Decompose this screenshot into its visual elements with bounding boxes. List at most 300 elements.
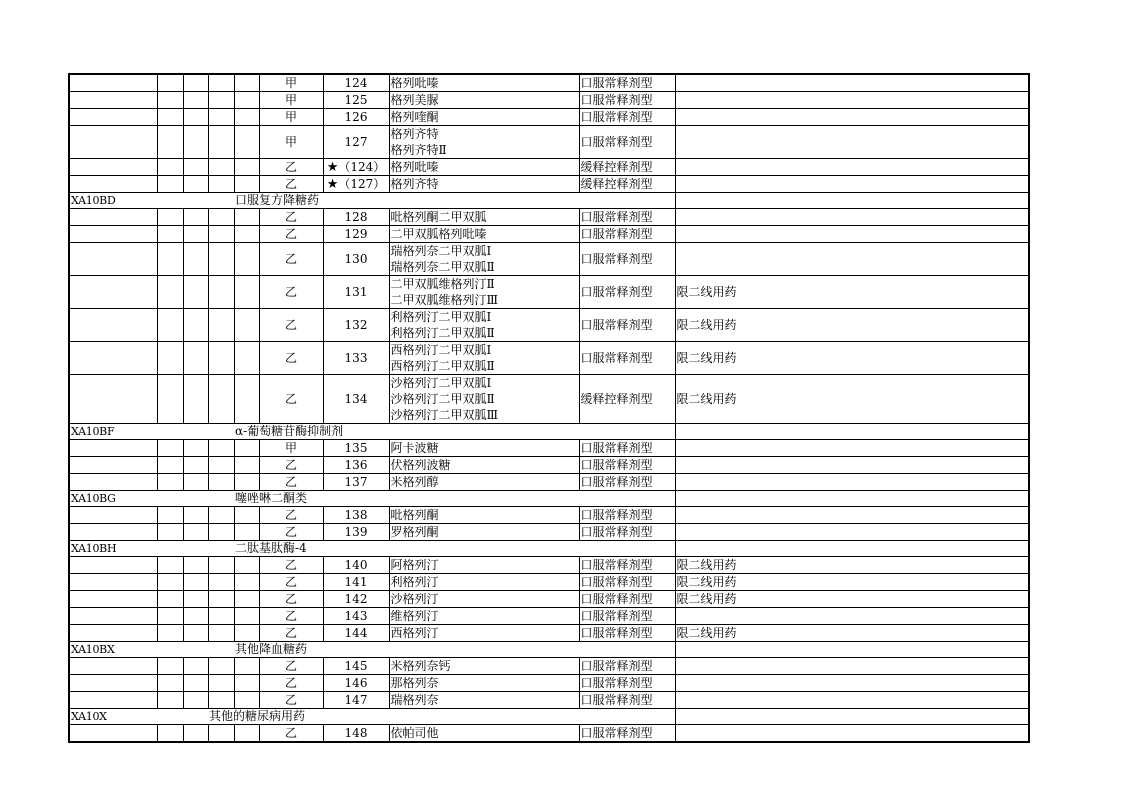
drug-name: 西格列汀二甲双胍Ⅰ (390, 343, 492, 357)
grade-cell: 乙 (259, 209, 323, 226)
empty-cell (157, 541, 183, 557)
empty-cell (69, 675, 157, 692)
empty-cell (183, 375, 208, 424)
number-value: 132 (344, 317, 368, 332)
empty-cell (579, 541, 675, 557)
empty-cell (157, 176, 183, 193)
empty-cell (69, 92, 157, 109)
category-code: XA10BG (69, 491, 157, 507)
number-value: （127） (338, 176, 386, 191)
category-label: 二肽基肽酶-4 (234, 541, 579, 557)
dosage-form-cell: 口服常释剂型 (579, 92, 675, 109)
category-code: XA10BH (69, 541, 157, 557)
dosage-form-cell: 口服常释剂型 (579, 608, 675, 625)
table-row (69, 507, 1029, 524)
remark-cell (675, 92, 1029, 109)
number-cell (323, 176, 389, 193)
table-row (69, 109, 1029, 126)
dosage-form-cell: 口服常释剂型 (579, 474, 675, 491)
drug-name: 瑞格列奈二甲双胍Ⅰ (390, 244, 492, 258)
table-row (69, 675, 1029, 692)
drug-name: 沙格列汀二甲双胍Ⅱ (390, 392, 495, 406)
empty-cell (157, 226, 183, 243)
empty-cell (157, 692, 183, 709)
empty-cell (157, 608, 183, 625)
drug-name: 格列吡嗪 (390, 160, 439, 174)
empty-cell (234, 309, 259, 342)
empty-cell (69, 474, 157, 491)
empty-cell (183, 642, 208, 658)
empty-cell (183, 342, 208, 375)
drug-name: 格列吡嗪 (390, 76, 439, 90)
category-code: XA10X (69, 709, 157, 725)
drug-name-cell (389, 276, 579, 309)
number-value: 146 (344, 675, 368, 690)
empty-cell (234, 276, 259, 309)
empty-cell (234, 92, 259, 109)
number-cell (323, 692, 389, 709)
table-row (69, 375, 1029, 424)
category-row (69, 424, 1029, 440)
remark-cell (675, 658, 1029, 675)
empty-cell (157, 92, 183, 109)
empty-cell (157, 524, 183, 541)
drug-name-cell (389, 92, 579, 109)
empty-cell (157, 591, 183, 608)
empty-cell (579, 491, 675, 507)
remark-cell (675, 608, 1029, 625)
grade-cell: 甲 (259, 440, 323, 457)
empty-cell (208, 159, 234, 176)
empty-cell (208, 524, 234, 541)
empty-cell (675, 424, 1029, 440)
empty-cell (157, 574, 183, 591)
number-value: 148 (344, 725, 368, 740)
drug-name: 阿卡波糖 (390, 441, 439, 455)
empty-cell (69, 126, 157, 159)
remark-cell: 限二线用药 (675, 342, 1029, 375)
number-value: 126 (344, 109, 368, 124)
empty-cell (183, 243, 208, 276)
empty-cell (208, 642, 234, 658)
dosage-form-cell: 口服常释剂型 (579, 524, 675, 541)
table-row (69, 126, 1029, 159)
empty-cell (157, 642, 183, 658)
grade-cell: 乙 (259, 226, 323, 243)
number-cell (323, 658, 389, 675)
dosage-form-cell: 口服常释剂型 (579, 276, 675, 309)
drug-name: 瑞格列奈 (390, 693, 439, 707)
grade-cell: 乙 (259, 159, 323, 176)
empty-cell (183, 457, 208, 474)
empty-cell (208, 625, 234, 642)
table-row (69, 474, 1029, 491)
empty-cell (183, 491, 208, 507)
drug-name-cell (389, 625, 579, 642)
number-value: 134 (344, 391, 368, 406)
empty-cell (234, 675, 259, 692)
dosage-form-cell: 缓释控释剂型 (579, 176, 675, 193)
empty-cell (157, 109, 183, 126)
number-value: 125 (344, 92, 368, 107)
empty-cell (183, 524, 208, 541)
empty-cell (157, 709, 183, 725)
number-value: 137 (344, 474, 368, 489)
empty-cell (69, 524, 157, 541)
empty-cell (69, 457, 157, 474)
empty-cell (234, 608, 259, 625)
grade-cell: 甲 (259, 92, 323, 109)
empty-cell (69, 658, 157, 675)
remark-cell (675, 109, 1029, 126)
empty-cell (69, 342, 157, 375)
empty-cell (69, 574, 157, 591)
number-cell (323, 574, 389, 591)
table-row (69, 524, 1029, 541)
table-row (69, 440, 1029, 457)
drug-name-cell (389, 457, 579, 474)
number-cell (323, 457, 389, 474)
table-row (69, 159, 1029, 176)
category-row (69, 491, 1029, 507)
table-row (69, 243, 1029, 276)
drug-name: 利格列汀 (390, 575, 439, 589)
drug-name-cell (389, 474, 579, 491)
number-value: 127 (344, 134, 368, 149)
empty-cell (579, 642, 675, 658)
grade-cell: 乙 (259, 725, 323, 743)
empty-cell (675, 642, 1029, 658)
grade-cell: 乙 (259, 507, 323, 524)
table-body (69, 74, 1029, 742)
empty-cell (234, 226, 259, 243)
dosage-form-cell: 口服常释剂型 (579, 440, 675, 457)
dosage-form-cell: 口服常释剂型 (579, 342, 675, 375)
drug-name: 利格列汀二甲双胍Ⅰ (390, 310, 492, 324)
empty-cell (69, 243, 157, 276)
category-label: α-葡萄糖苷酶抑制剂 (234, 424, 579, 440)
empty-cell (69, 440, 157, 457)
empty-cell (234, 176, 259, 193)
remark-cell (675, 243, 1029, 276)
drug-name-cell (389, 309, 579, 342)
empty-cell (183, 209, 208, 226)
drug-name: 罗格列酮 (390, 525, 439, 539)
table-row (69, 608, 1029, 625)
number-cell (323, 276, 389, 309)
table-row (69, 276, 1029, 309)
number-cell (323, 126, 389, 159)
number-cell (323, 92, 389, 109)
number-value: 142 (344, 591, 368, 606)
grade-cell: 乙 (259, 574, 323, 591)
category-row (69, 642, 1029, 658)
remark-cell: 限二线用药 (675, 276, 1029, 309)
empty-cell (208, 74, 234, 92)
drug-name: 二甲双胍维格列汀Ⅱ (390, 277, 495, 291)
category-row (69, 193, 1029, 209)
number-value: 145 (344, 658, 368, 673)
empty-cell (675, 491, 1029, 507)
empty-cell (183, 675, 208, 692)
grade-cell: 乙 (259, 176, 323, 193)
empty-cell (208, 557, 234, 574)
empty-cell (157, 193, 183, 209)
number-value: 124 (344, 75, 368, 90)
grade-cell: 乙 (259, 375, 323, 424)
empty-cell (157, 243, 183, 276)
number-cell (323, 74, 389, 92)
number-value: 143 (344, 608, 368, 623)
drug-name: 格列美脲 (390, 93, 439, 107)
remark-cell (675, 474, 1029, 491)
grade-cell: 甲 (259, 109, 323, 126)
number-value: 140 (344, 557, 368, 572)
remark-cell: 限二线用药 (675, 574, 1029, 591)
drug-name: 格列喹酮 (390, 110, 439, 124)
number-cell (323, 591, 389, 608)
empty-cell (208, 342, 234, 375)
number-cell (323, 109, 389, 126)
drug-name-cell (389, 507, 579, 524)
drug-name: 吡格列酮二甲双胍 (390, 210, 487, 224)
category-row (69, 541, 1029, 557)
grade-cell: 乙 (259, 309, 323, 342)
number-cell (323, 507, 389, 524)
number-value: 131 (344, 284, 368, 299)
empty-cell (69, 226, 157, 243)
drug-name-cell (389, 74, 579, 92)
empty-cell (208, 692, 234, 709)
grade-cell: 乙 (259, 276, 323, 309)
number-cell (323, 725, 389, 743)
remark-cell: 限二线用药 (675, 557, 1029, 574)
remark-cell (675, 159, 1029, 176)
empty-cell (69, 74, 157, 92)
drug-name: 阿格列汀 (390, 558, 439, 572)
drug-name: 伏格列波糖 (390, 458, 451, 472)
table-row (69, 74, 1029, 92)
empty-cell (183, 557, 208, 574)
dosage-form-cell: 口服常释剂型 (579, 457, 675, 474)
empty-cell (69, 591, 157, 608)
empty-cell (234, 126, 259, 159)
remark-cell: 限二线用药 (675, 375, 1029, 424)
empty-cell (234, 375, 259, 424)
remark-cell (675, 209, 1029, 226)
empty-cell (69, 309, 157, 342)
remark-cell (675, 675, 1029, 692)
drug-name: 维格列汀 (390, 609, 439, 623)
dosage-form-cell: 口服常释剂型 (579, 574, 675, 591)
empty-cell (234, 507, 259, 524)
number-cell (323, 608, 389, 625)
empty-cell (69, 109, 157, 126)
grade-cell: 乙 (259, 591, 323, 608)
empty-cell (208, 457, 234, 474)
number-value: 135 (344, 440, 368, 455)
empty-cell (183, 309, 208, 342)
dosage-form-cell: 口服常释剂型 (579, 109, 675, 126)
number-value: 129 (344, 226, 368, 241)
empty-cell (208, 507, 234, 524)
remark-cell (675, 507, 1029, 524)
drug-name-cell (389, 675, 579, 692)
dosage-form-cell: 口服常释剂型 (579, 507, 675, 524)
empty-cell (208, 424, 234, 440)
dosage-form-cell: 口服常释剂型 (579, 74, 675, 92)
empty-cell (208, 309, 234, 342)
empty-cell (208, 658, 234, 675)
empty-cell (208, 440, 234, 457)
empty-cell (234, 658, 259, 675)
dosage-form-cell: 口服常释剂型 (579, 243, 675, 276)
drug-name-cell (389, 209, 579, 226)
drug-name: 西格列汀二甲双胍Ⅱ (390, 359, 495, 373)
drug-name: 瑞格列奈二甲双胍Ⅱ (390, 260, 495, 274)
number-cell (323, 675, 389, 692)
number-cell (323, 159, 389, 176)
dosage-form-cell: 缓释控释剂型 (579, 159, 675, 176)
empty-cell (183, 608, 208, 625)
empty-cell (208, 226, 234, 243)
number-cell (323, 309, 389, 342)
empty-cell (183, 541, 208, 557)
drug-name-cell (389, 176, 579, 193)
drug-name: 格列齐特 (390, 127, 439, 141)
drug-name: 吡格列酮 (390, 508, 439, 522)
grade-cell: 乙 (259, 524, 323, 541)
empty-cell (234, 557, 259, 574)
empty-cell (157, 658, 183, 675)
empty-cell (69, 159, 157, 176)
number-value: （124） (338, 159, 386, 174)
category-label: 其他降血糖药 (234, 642, 579, 658)
table-row (69, 209, 1029, 226)
number-value: 144 (344, 625, 368, 640)
empty-cell (208, 92, 234, 109)
drug-name-cell (389, 557, 579, 574)
grade-cell: 乙 (259, 675, 323, 692)
empty-cell (579, 424, 675, 440)
empty-cell (234, 625, 259, 642)
drug-name: 沙格列汀二甲双胍Ⅲ (390, 408, 499, 422)
empty-cell (183, 574, 208, 591)
empty-cell (69, 557, 157, 574)
dosage-form-cell: 口服常释剂型 (579, 557, 675, 574)
table-row (69, 658, 1029, 675)
dosage-form-cell: 口服常释剂型 (579, 309, 675, 342)
empty-cell (183, 226, 208, 243)
remark-cell: 限二线用药 (675, 591, 1029, 608)
category-code: XA10BD (69, 193, 157, 209)
number-cell (323, 226, 389, 243)
number-value: 141 (344, 574, 368, 589)
star-icon: ★ (326, 176, 339, 192)
empty-cell (157, 309, 183, 342)
remark-cell (675, 74, 1029, 92)
number-value: 138 (344, 507, 368, 522)
table-row (69, 574, 1029, 591)
empty-cell (183, 692, 208, 709)
empty-cell (208, 375, 234, 424)
empty-cell (69, 375, 157, 424)
empty-cell (183, 176, 208, 193)
table-row (69, 725, 1029, 743)
empty-cell (69, 725, 157, 743)
number-cell (323, 342, 389, 375)
empty-cell (208, 541, 234, 557)
grade-cell: 乙 (259, 658, 323, 675)
empty-cell (183, 159, 208, 176)
empty-cell (183, 109, 208, 126)
drug-name: 米格列奈钙 (390, 659, 451, 673)
table-row (69, 176, 1029, 193)
empty-cell (157, 675, 183, 692)
drug-name: 沙格列汀二甲双胍Ⅰ (390, 376, 492, 390)
number-cell (323, 375, 389, 424)
table-row (69, 342, 1029, 375)
empty-cell (157, 625, 183, 642)
remark-cell: 限二线用药 (675, 309, 1029, 342)
empty-cell (208, 209, 234, 226)
drug-name: 格列齐特Ⅱ (390, 143, 447, 157)
empty-cell (69, 625, 157, 642)
remark-cell (675, 524, 1029, 541)
empty-cell (234, 474, 259, 491)
drug-catalog-table (68, 73, 1030, 743)
empty-cell (234, 591, 259, 608)
drug-name-cell (389, 524, 579, 541)
grade-cell: 乙 (259, 474, 323, 491)
empty-cell (183, 625, 208, 642)
empty-cell (157, 725, 183, 743)
grade-cell: 乙 (259, 457, 323, 474)
empty-cell (69, 507, 157, 524)
drug-name-cell (389, 440, 579, 457)
number-value: 147 (344, 692, 368, 707)
empty-cell (234, 74, 259, 92)
drug-name: 西格列汀 (390, 626, 439, 640)
empty-cell (234, 574, 259, 591)
remark-cell (675, 226, 1029, 243)
empty-cell (183, 440, 208, 457)
empty-cell (579, 193, 675, 209)
empty-cell (208, 176, 234, 193)
drug-name-cell (389, 226, 579, 243)
drug-name-cell (389, 243, 579, 276)
empty-cell (183, 276, 208, 309)
empty-cell (69, 692, 157, 709)
empty-cell (208, 725, 234, 743)
empty-cell (234, 692, 259, 709)
empty-cell (183, 591, 208, 608)
empty-cell (157, 474, 183, 491)
empty-cell (183, 658, 208, 675)
empty-cell (183, 193, 208, 209)
empty-cell (157, 491, 183, 507)
dosage-form-cell: 口服常释剂型 (579, 692, 675, 709)
drug-name-cell (389, 725, 579, 743)
empty-cell (69, 176, 157, 193)
number-cell (323, 474, 389, 491)
empty-cell (208, 243, 234, 276)
empty-cell (183, 709, 208, 725)
remark-cell (675, 692, 1029, 709)
empty-cell (579, 709, 675, 725)
empty-cell (157, 276, 183, 309)
table-row (69, 591, 1029, 608)
